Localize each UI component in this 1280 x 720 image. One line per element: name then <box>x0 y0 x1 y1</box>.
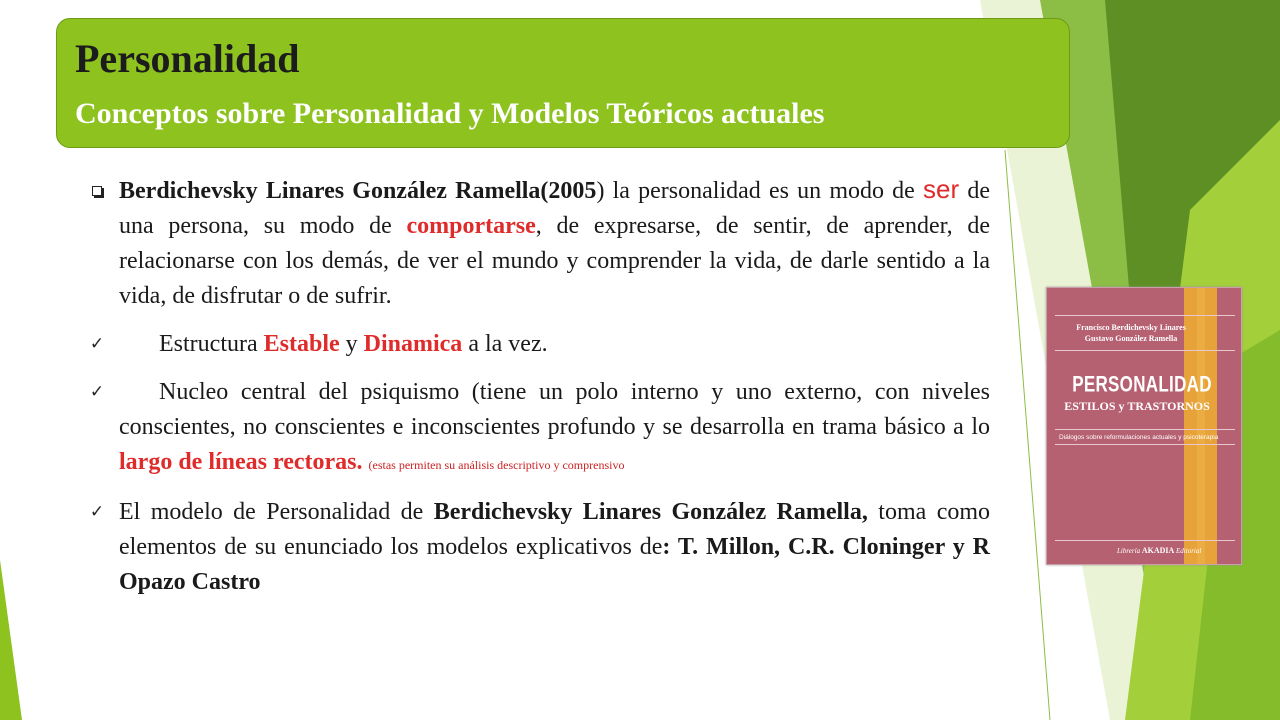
check-icon: ✓ <box>89 382 105 402</box>
keyword-ser: ser <box>923 174 960 204</box>
modelo-authors: Berdichevsky Linares González Ramella, <box>433 499 868 525</box>
book-description: Diálogos sobre reformulaciones actuales y psicoterapia <box>1059 434 1219 441</box>
book-authors: Francisco Berdichevsky Linares Gustavo González Ramella <box>1076 323 1186 343</box>
bullet-definition <box>82 172 990 314</box>
nucleo-text: Nucleo central del psiquismo (tiene un polo interno y uno externo, con niveles conscientes, no conscientes e inconscientes profundo y se desarrolla en trama básico a lo <box>119 379 990 440</box>
keyword-estable: Estable <box>263 331 340 357</box>
modelo-references: : T. Millon, C.R. Cloninger y R Opazo Castro <box>119 534 990 595</box>
estructura-text-1: Estructura <box>159 331 264 357</box>
square-bullet-icon <box>82 172 112 207</box>
bullet-nucleo <box>82 375 990 483</box>
slide-body <box>82 172 990 600</box>
keyword-dinamica: Dinamica <box>363 331 463 357</box>
modelo-text-2: toma como elementos de su enunciado los modelos explicativos de <box>119 499 991 560</box>
book-subtitle: ESTILOS y TRASTORNOS <box>1064 399 1210 413</box>
check-icon: ✓ <box>89 502 105 522</box>
deco-shape-left <box>0 560 22 720</box>
bullet-estructura <box>82 327 990 362</box>
estructura-text-3: a la vez. <box>462 331 548 357</box>
check-icon: ✓ <box>89 334 105 354</box>
book-title: PERSONALIDAD <box>1072 372 1212 397</box>
estructura-text-2: y <box>339 331 364 357</box>
definition-text-2: de una persona, su modo de <box>119 178 991 239</box>
keyword-lineas-rectoras: largo de líneas rectoras. <box>119 449 363 475</box>
definition-text-3: , de expresarse, de sentir, de aprender, de relacionarse con los demás, de ver el mundo y comprender la vida, de darle sentido a la vida, de disfrutar o de sufrir. <box>119 213 990 309</box>
modelo-text-1: El modelo de Personalidad de <box>119 499 434 525</box>
bullet-modelo <box>82 495 990 600</box>
title-banner <box>56 18 1070 148</box>
book-publisher: Librería AKADIA Editorial <box>1117 546 1202 555</box>
nucleo-note: (estas permiten su análisis descriptivo y comprensivo <box>368 458 625 472</box>
page-subtitle: Conceptos sobre Personalidad y Modelos Teóricos actuales <box>75 97 825 130</box>
page-title: Personalidad <box>75 36 300 81</box>
definition-authors: Berdichevsky Linares González Ramella(2005 <box>119 178 597 204</box>
definition-text-1: ) la personalidad es un modo de <box>596 178 924 204</box>
keyword-comportarse: comportarse <box>406 213 536 239</box>
book-cover-image <box>1046 287 1242 565</box>
